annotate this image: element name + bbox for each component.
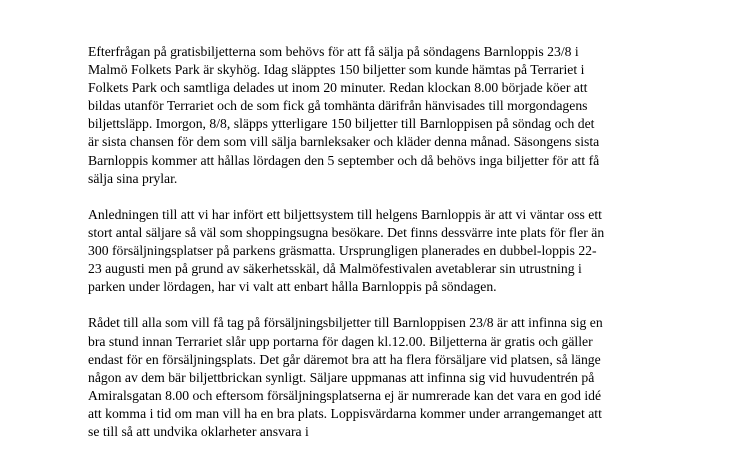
text-line: biljettsläpp. Imorgon, 8/8, släpps ytterligare 150 biljetter till Barnloppisen på söndag och det bbox=[88, 116, 595, 132]
text-line: bildas utanför Terrariet och de som fick gå tomhänta därifrån hänvisades till morgondagens bbox=[88, 98, 588, 114]
text-line: stort antal säljare så väl som shoppingsugna besökare. Det finns dessvärre inte plats för fler än bbox=[88, 224, 605, 240]
text-line: 300 försäljningsplatser på parkens gräsmatta. Ursprungligen planerades en dubbel-loppis 22- bbox=[88, 243, 597, 259]
text-line: se till så att undvika oklarheter ansvara i bbox=[88, 423, 309, 439]
text-line: Folkets Park och samtliga delades ut inom 20 minuter. Redan klockan 8.00 började köer att bbox=[88, 80, 588, 96]
paragraph-advice bbox=[88, 314, 688, 441]
text-line: Anledningen till att vi har infört ett biljettsystem till helgens Barnloppis är att vi väntar oss ett bbox=[88, 206, 602, 222]
paragraph-ticket-demand bbox=[88, 43, 688, 188]
text-line: Malmö Folkets Park är skyhög. Idag släpptes 150 biljetter som kunde hämtas på Terrariet i bbox=[88, 62, 585, 78]
text-line: Rådet till alla som vill få tag på försäljningsbiljetter till Barnloppisen 23/8 är att infinna sig en bbox=[88, 315, 603, 331]
text-line: Barnloppis kommer att hållas lördagen den 5 september och då behövs inga biljetter för att få bbox=[88, 152, 600, 168]
text-line: är sista chansen för dem som vill sälja barnleksaker och kläder denna månad. Säsongens sista bbox=[88, 134, 600, 150]
text-line: Efterfrågan på gratisbiljetterna som behövs för att få sälja på söndagens Barnloppis 23/8 i bbox=[88, 44, 579, 59]
text-line: bra stund innan Terrariet slår upp portarna för dagen kl.12.00. Biljetterna är gratis och gäller bbox=[88, 333, 593, 349]
text-line: att komma i tid om man vill ha en bra plats. Loppisvärdarna kommer under arrangemanget att bbox=[88, 405, 602, 421]
article-body bbox=[88, 43, 688, 459]
text-line: sälja sina prylar. bbox=[88, 170, 178, 186]
paragraph-ticket-system-reason bbox=[88, 206, 688, 296]
text-line: parken under lördagen, har vi valt att enbart hålla Barnloppis på söndagen. bbox=[88, 279, 497, 295]
text-line: någon av dem bär biljettbrickan synligt. Säljare uppmanas att infinna sig vid huvudentrén på bbox=[88, 369, 595, 385]
text-line: Amiralsgatan 8.00 och eftersom försäljningsplatserna ej är numrerade kan det vara en god idé bbox=[88, 387, 602, 403]
text-line: endast för en försäljningsplats. Det går däremot bra att ha flera försäljare vid platsen, så länge bbox=[88, 351, 601, 367]
text-line: 23 augusti men på grund av säkerhetsskäl, då Malmöfestivalen avetablerar sin utrustning i bbox=[88, 261, 582, 277]
